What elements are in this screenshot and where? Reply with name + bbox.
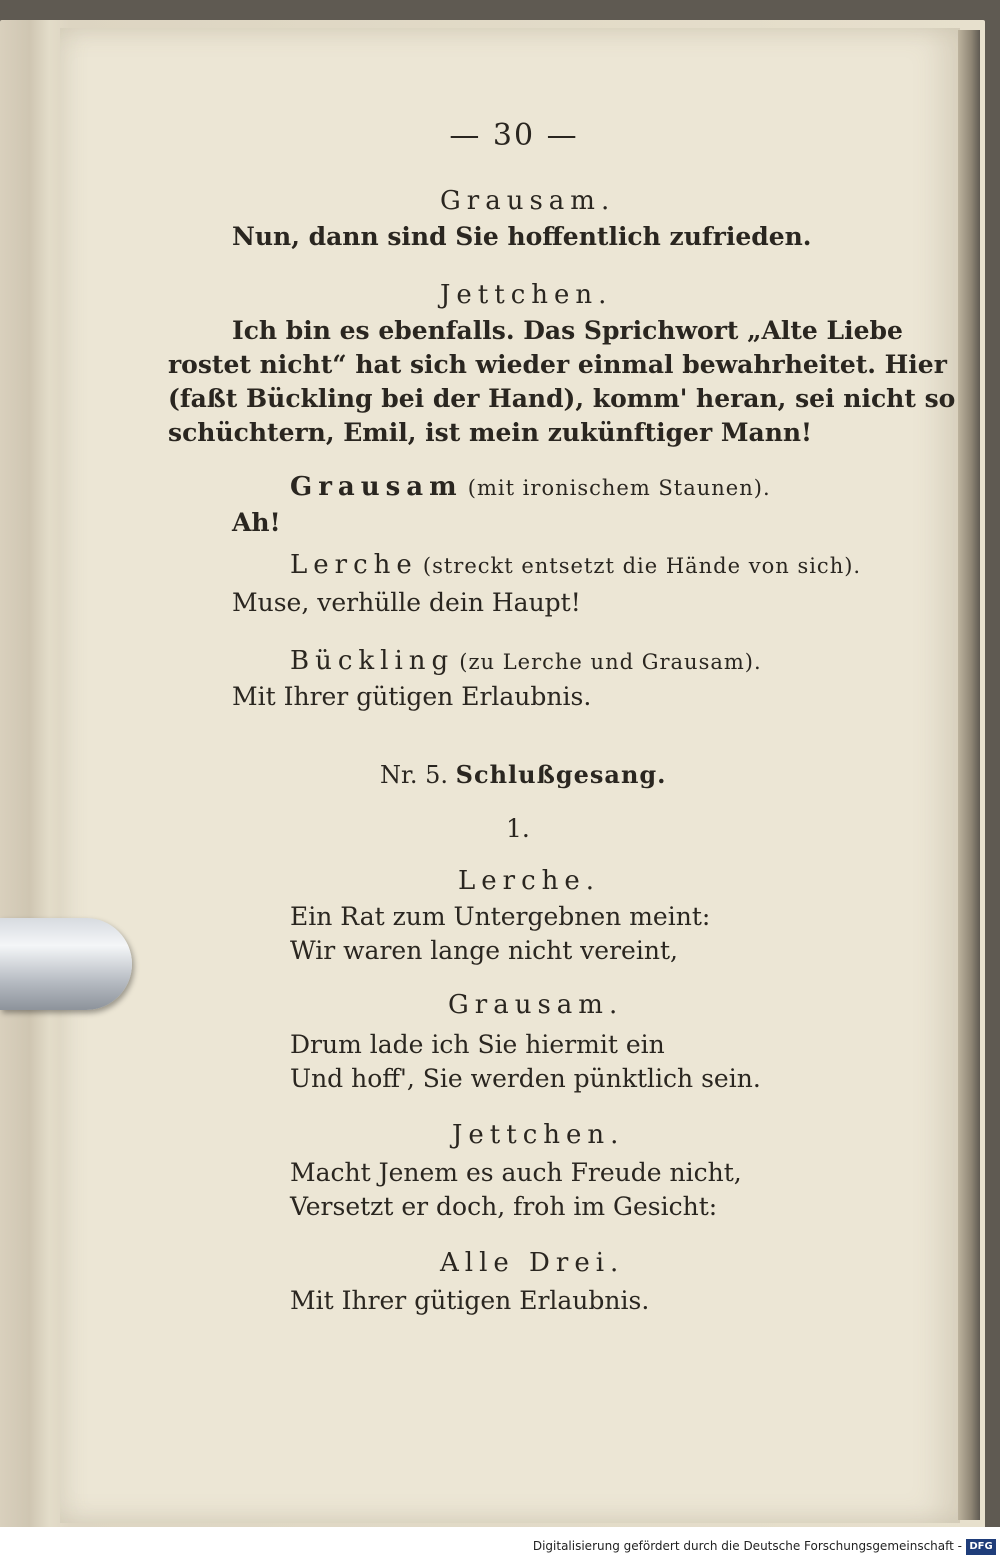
verse-number: 1. (506, 814, 530, 843)
speaker-name: Grausam (290, 472, 463, 502)
dialogue-line: schüchtern, Emil, ist mein zukünftiger Mann! (168, 418, 813, 447)
dialogue-line: rostet nicht“ hat sich wieder einmal bewahrheitet. Hier (168, 350, 947, 379)
speaker-line (290, 472, 771, 502)
verse-line: Macht Jenem es auch Freude nicht, (290, 1158, 742, 1187)
stage-direction: (streckt entsetzt die Hände von sich). (422, 554, 862, 578)
dialogue-line: (faßt Bückling bei der Hand), komm' heran, sei nicht so (168, 384, 956, 413)
speaker-name: Jettchen. (440, 280, 613, 310)
dfg-logo-icon: DFG (966, 1539, 996, 1555)
footer-bar (0, 1527, 1000, 1561)
stage-direction: (mit ironischem Staunen). (467, 476, 771, 500)
speaker-name: Grausam. (448, 990, 624, 1020)
dialogue-line: Ah! (232, 508, 281, 537)
speaker-name: Alle Drei. (440, 1248, 625, 1278)
dialogue-line: Ich bin es ebenfalls. Das Sprichwort „Alte Liebe (232, 316, 903, 345)
song-title: Schlußgesang. (455, 760, 667, 789)
speaker-name: Jettchen. (452, 1120, 625, 1150)
speaker-name: Grausam. (440, 186, 616, 216)
song-number: Nr. 5. (380, 761, 448, 789)
speaker-name: Lerche (290, 550, 418, 580)
song-heading (380, 760, 667, 789)
dialogue-line: Mit Ihrer gütigen Erlaubnis. (232, 682, 592, 711)
speaker-line (290, 646, 762, 676)
dialogue-line: Nun, dann sind Sie hoffentlich zufrieden. (232, 222, 812, 251)
page-clip (0, 918, 132, 1010)
stage-direction: (zu Lerche und Grausam). (459, 650, 762, 674)
verse-line: Ein Rat zum Untergebnen meint: (290, 902, 711, 931)
speaker-name: Lerche. (458, 866, 601, 896)
verse-line: Drum lade ich Sie hiermit ein (290, 1030, 665, 1059)
verse-line: Mit Ihrer gütigen Erlaubnis. (290, 1286, 650, 1315)
dialogue-line: Muse, verhülle dein Haupt! (232, 588, 581, 617)
speaker-name: Bückling (290, 646, 455, 676)
verse-line: Wir waren lange nicht vereint, (290, 936, 678, 965)
verse-line: Versetzt er doch, froh im Gesicht: (290, 1192, 718, 1221)
page-number: — 30 — (449, 118, 579, 153)
verse-line: Und hoff', Sie werden pünktlich sein. (290, 1064, 761, 1093)
speaker-line (290, 550, 861, 580)
footer-credit: Digitalisierung gefördert durch die Deutsche Forschungsgemeinschaft - (532, 1539, 962, 1553)
